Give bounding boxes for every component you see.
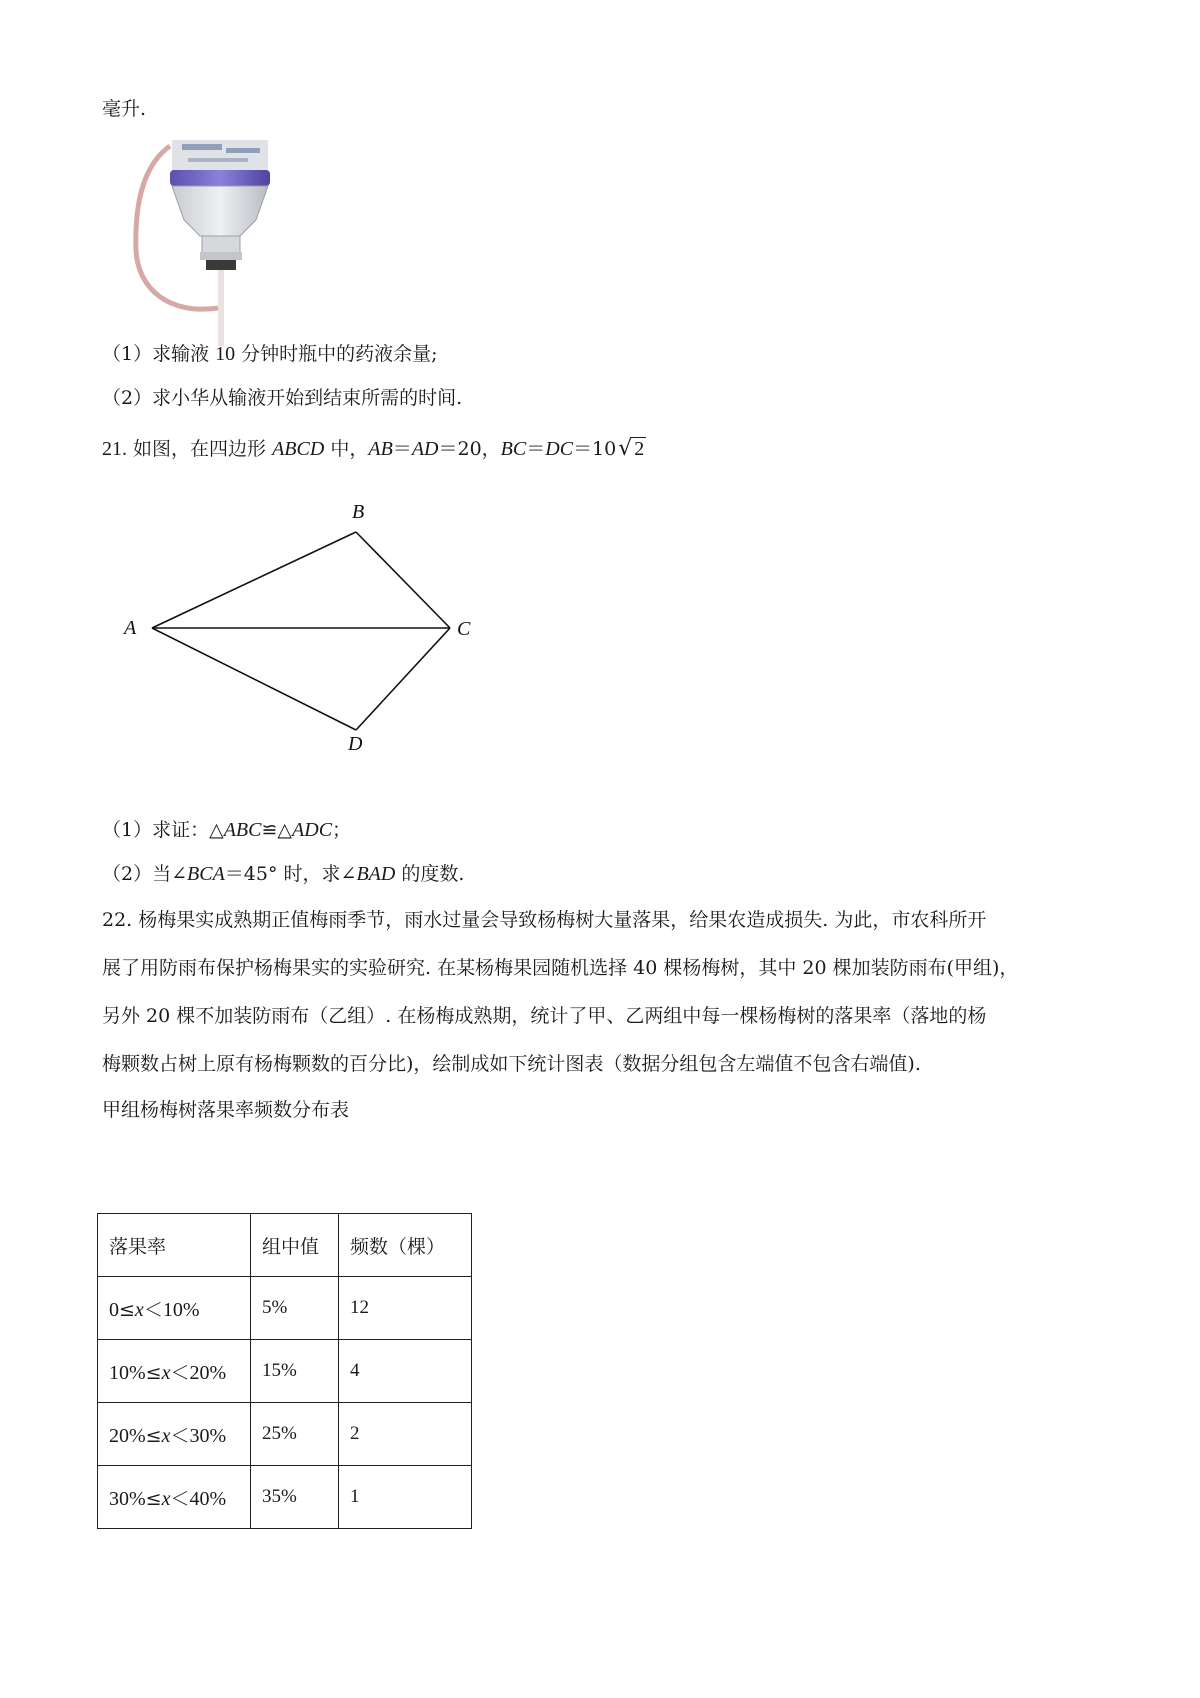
label-b: B: [352, 501, 365, 523]
table-row: [98, 1403, 472, 1466]
q20-sub2: （2）求小华从输液开始到结束所需的时间.: [102, 387, 463, 409]
continuation-text: 毫升.: [102, 98, 147, 120]
q21-sub2: （2）当∠BCA＝45° 时，求∠BAD 的度数.: [102, 863, 465, 885]
sqrt-symbol: √ 2: [618, 436, 645, 461]
segment-ab: [152, 532, 356, 628]
segment-ad: [152, 628, 356, 730]
q22-line-3: 另外 20 棵不加装防雨布（乙组）. 在杨梅成熟期，统计了甲、乙两组中每一棵杨梅树的落果率（落地的杨: [102, 1005, 987, 1027]
table-row: [98, 1466, 472, 1529]
quadrilateral-figure: [120, 501, 540, 830]
q20-sub1: （1）求输液 10 分钟时瓶中的药液余量;: [102, 343, 438, 365]
freq-cell: 2: [339, 1403, 472, 1466]
mid-cell: 15%: [251, 1340, 339, 1403]
range-cell: 30%≤x＜40%: [98, 1466, 251, 1529]
q22-line-4: 梅颗数占树上原有杨梅颗数的百分比)，绘制成如下统计图表（数据分组包含左端值不包含右端值).: [102, 1053, 921, 1075]
freq-cell: 12: [339, 1277, 472, 1340]
mid-cell: 5%: [251, 1277, 339, 1340]
segment-dc: [356, 628, 450, 730]
table-row: [98, 1340, 472, 1403]
table-row: [98, 1277, 472, 1340]
freq-cell: 1: [339, 1466, 472, 1529]
header-cell: 组中值: [251, 1214, 339, 1277]
label-c: C: [457, 618, 471, 640]
q21-stem: 21. 如图，在四边形 ABCD 中，AB＝AD＝20，BC＝DC＝10√ 2: [102, 436, 645, 461]
mid-cell: 25%: [251, 1403, 339, 1466]
frequency-table: [97, 1213, 472, 1529]
range-cell: 0≤x＜10%: [98, 1277, 251, 1340]
table-title: 甲组杨梅树落果率频数分布表: [102, 1099, 350, 1121]
freq-cell: 4: [339, 1340, 472, 1403]
q22-line-1: 22. 杨梅果实成熟期正值梅雨季节，雨水过量会导致杨梅树大量落果，给果农造成损失. 为此，市农科所开: [102, 909, 987, 931]
header-cell: 落果率: [98, 1214, 251, 1277]
iv-bottle-image: [130, 140, 300, 346]
header-cell: 频数（棵）: [339, 1214, 472, 1277]
range-cell: 20%≤x＜30%: [98, 1403, 251, 1466]
mid-cell: 35%: [251, 1466, 339, 1529]
q22-line-2: 展了用防雨布保护杨梅果实的实验研究. 在某杨梅果园随机选择 40 棵杨梅树，其中 20 棵加装防雨布(甲组)，: [102, 957, 1019, 979]
q21-sub1: （1）求证：△ABC≌△ADC；: [102, 819, 352, 841]
table-header-row: [98, 1214, 472, 1277]
label-a: A: [124, 617, 137, 639]
label-d: D: [348, 733, 363, 755]
range-cell: 10%≤x＜20%: [98, 1340, 251, 1403]
segment-bc: [356, 532, 450, 628]
